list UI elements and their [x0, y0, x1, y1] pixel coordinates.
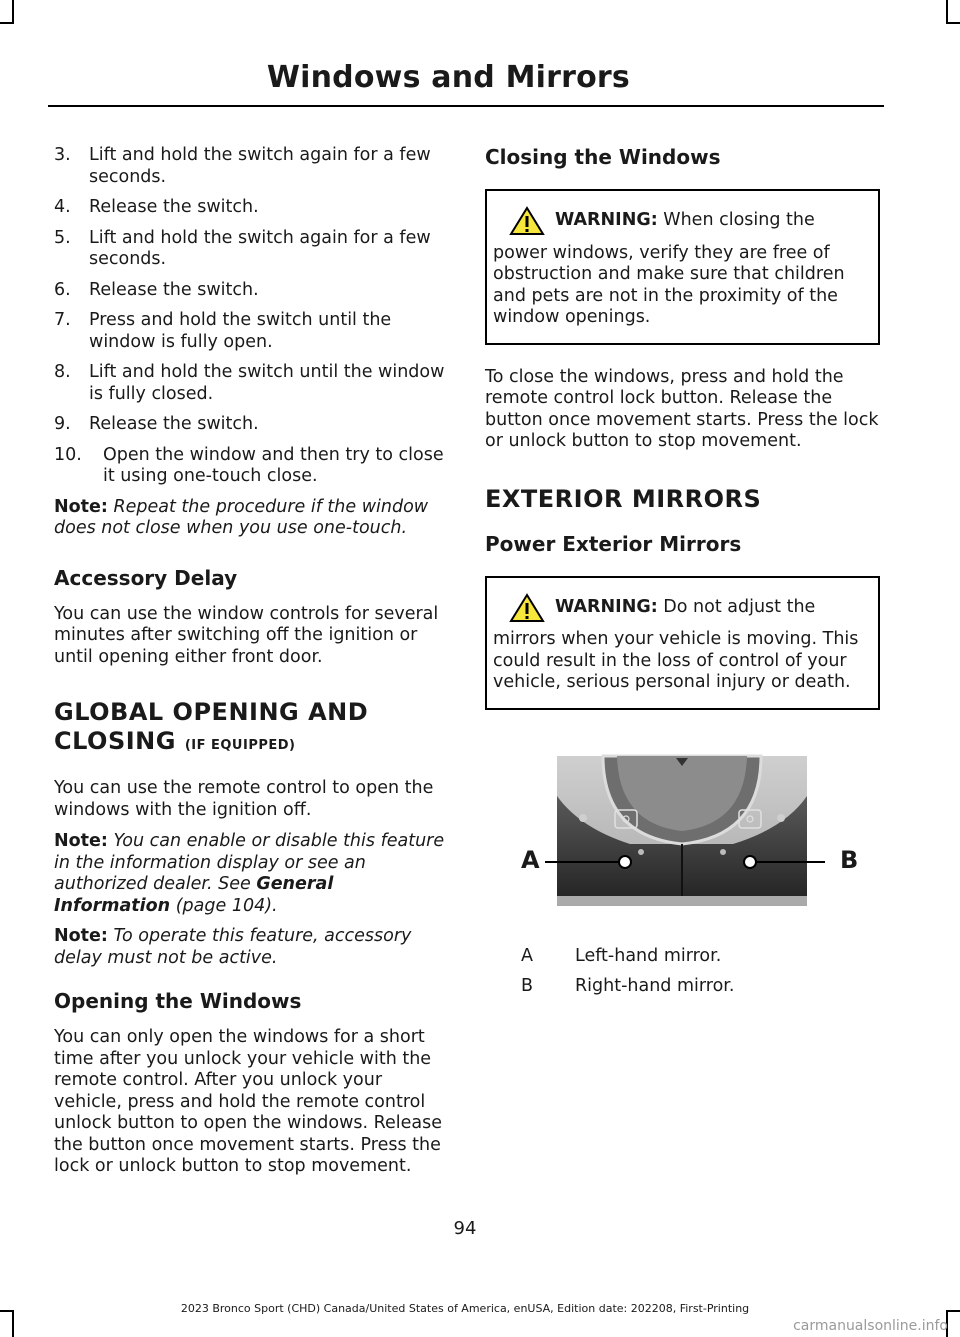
step-text: Lift and hold the switch again for a few seconds. [89, 145, 431, 187]
legend-value: Right-hand mirror. [575, 975, 735, 996]
crop-mark [946, 1310, 960, 1312]
watermark[interactable]: carmanualsonline.info [793, 1318, 948, 1334]
legend-row [485, 976, 880, 1006]
crop-mark [946, 22, 960, 24]
step-number: 8. [54, 362, 71, 382]
warning-head [509, 206, 815, 236]
list-item [54, 197, 449, 219]
step-text: Release the switch. [89, 197, 259, 217]
cross-reference-link[interactable]: General Information [54, 874, 334, 916]
note-label: Note: [54, 831, 108, 851]
paragraph: You can only open the windows for a short time after you unlock your vehicle with the remote control. After you unlock your vehicle, press and hold the remote control unlock button to open the windows. Release the button once movement starts. Press the lock or unlock button to stop movement. [54, 1027, 443, 1176]
note [54, 831, 449, 917]
warning-triangle-icon [509, 593, 545, 623]
section-heading: Closing the Windows [485, 145, 721, 169]
warning-text: mirrors when your vehicle is moving. This could result in the loss of control of your vehicle, serious personal injury or death. [493, 629, 859, 692]
step-number: 6. [54, 279, 71, 300]
note-text: To operate this feature, accessory delay must not be active. [54, 926, 412, 968]
left-column [54, 145, 449, 1187]
mirror-control-figure [485, 736, 880, 946]
step-text: Release the switch. [89, 414, 259, 434]
step-number: 5. [54, 227, 71, 248]
warning-label: WARNING: [555, 210, 658, 231]
step-text: Press and hold the switch until the window is fully open. [89, 310, 392, 352]
list-item [54, 445, 449, 488]
warning-head [509, 593, 815, 623]
step-text: Open the window and then try to close it using one-touch close. [103, 444, 444, 486]
note-label: Note: [54, 926, 108, 946]
list-item [54, 310, 449, 353]
mirror-switch-illustration [485, 736, 880, 916]
step-number: 4. [54, 197, 71, 217]
section-heading: Opening the Windows [54, 989, 302, 1013]
list-item [54, 414, 449, 436]
paragraph: To close the windows, press and hold the remote control lock button. Release the button once movement starts. Press the lock or unlock button to stop movement. [485, 366, 879, 451]
note [54, 926, 449, 969]
crop-mark [12, 0, 14, 22]
section-heading: Power Exterior Mirrors [485, 531, 742, 556]
legend-key: B [521, 975, 534, 996]
note-label: Note: [54, 496, 108, 517]
legend-value: Left-hand mirror. [575, 945, 722, 966]
warning-lead: Do not adjust the [663, 596, 816, 617]
page-title: Windows and Mirrors [266, 60, 630, 95]
paragraph: You can use the remote control to open the windows with the ignition off. [54, 778, 434, 820]
step-number: 7. [54, 310, 71, 330]
step-text: Release the switch. [89, 279, 259, 300]
step-number: 9. [54, 414, 71, 434]
note-text: You can enable or disable this feature in the information display or see an authorized dealer. See [54, 831, 445, 894]
step-number: 10. [54, 444, 82, 465]
list-item [54, 362, 449, 405]
footer-edition-text: 2023 Bronco Sport (CHD) Canada/United States of America, enUSA, Edition date: 202208, First-Printing [180, 1302, 750, 1315]
legend-row [485, 946, 880, 976]
step-number: 3. [54, 145, 71, 165]
warning-label: WARNING: [555, 596, 658, 617]
crop-mark [946, 0, 948, 22]
crop-mark [0, 22, 14, 24]
page-number: 94 [453, 1218, 477, 1239]
figure-legend [485, 946, 880, 1006]
heading-line: CLOSING [54, 727, 176, 755]
section-heading [54, 698, 449, 760]
step-text: Lift and hold the switch again for a few seconds. [89, 227, 431, 269]
warning-box [485, 576, 880, 710]
heading-line: GLOBAL OPENING AND [54, 698, 369, 726]
heading-qualifier: (IF EQUIPPED) [184, 738, 296, 753]
section-heading: Accessory Delay [54, 565, 238, 590]
section-heading: EXTERIOR MIRRORS [485, 484, 762, 513]
note-text: Repeat the procedure if the window does not close when you use one-touch. [54, 496, 429, 538]
legend-key: A [521, 945, 533, 966]
warning-text: power windows, verify they are free of obstruction and make sure that children and pets are not in the proximity of the window openings. [493, 242, 845, 327]
list-item [54, 228, 449, 271]
warning-lead: When closing the [663, 210, 815, 231]
page-reference: (page 104). [175, 895, 278, 916]
warning-box [485, 189, 880, 345]
header-rule [48, 105, 884, 107]
callout-b: B [840, 845, 859, 874]
callout-a: A [521, 845, 540, 874]
warning-triangle-icon [509, 206, 545, 236]
right-column [485, 145, 880, 1006]
note [54, 497, 449, 540]
list-item [54, 280, 449, 302]
list-item [54, 145, 449, 188]
step-text: Lift and hold the switch until the window is fully closed. [89, 362, 445, 404]
paragraph: You can use the window controls for several minutes after switching off the ignition or until opening either front door. [54, 603, 439, 667]
